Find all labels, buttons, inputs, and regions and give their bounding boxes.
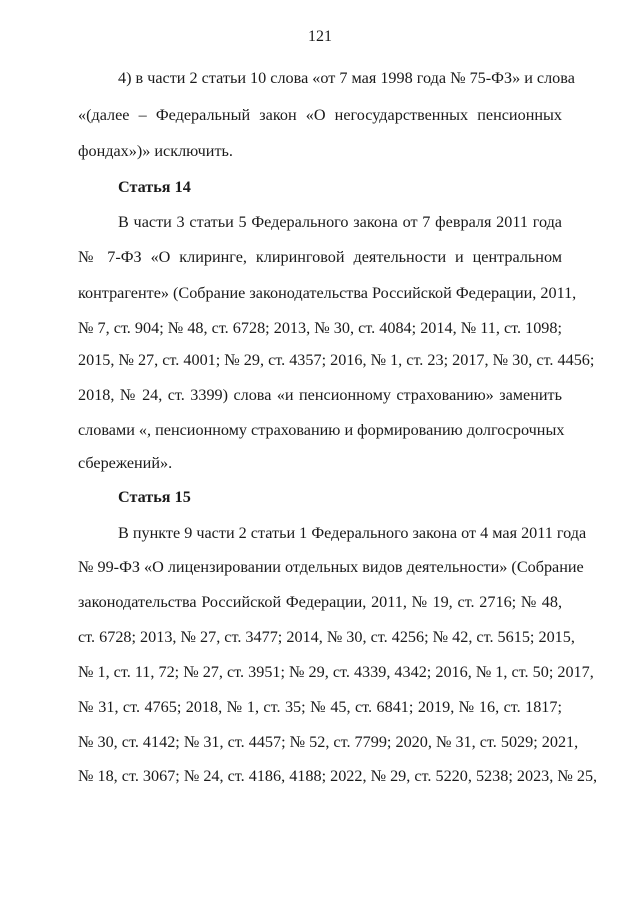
text-line: № 31, ст. 4765; 2018, № 1, ст. 35; № 45, ст. 6841; 2019, № 16, ст. 1817; (78, 698, 562, 716)
text-line: 2018, № 24, ст. 3399) слова «и пенсионному страхованию» заменить (78, 386, 562, 404)
page-number: 121 (308, 28, 332, 45)
text-line: № 99-ФЗ «О лицензировании отдельных видов деятельности» (Собрание (78, 558, 584, 576)
text-line: фондах»)» исключить. (78, 142, 233, 160)
text-line: № 7, ст. 904; № 48, ст. 6728; 2013, № 30, ст. 4084; 2014, № 11, ст. 1098; (78, 319, 562, 337)
text-line: В пункте 9 части 2 статьи 1 Федерального закона от 4 мая 2011 года (118, 524, 587, 542)
text-line: № 1, ст. 11, 72; № 27, ст. 3951; № 29, ст. 4339, 4342; 2016, № 1, ст. 50; 2017, (78, 663, 594, 681)
text-line: контрагенте» (Собрание законодательства Российской Федерации, 2011, (78, 284, 577, 302)
text-line: ст. 6728; 2013, № 27, ст. 3477; 2014, № 30, ст. 4256; № 42, ст. 5615; 2015, (78, 628, 575, 646)
text-line: В части 3 статьи 5 Федерального закона от 7 февраля 2011 года (118, 213, 562, 231)
text-line: № 7-ФЗ «О клиринге, клиринговой деятельности и центральном (78, 248, 562, 266)
text-line: № 18, ст. 3067; № 24, ст. 4186, 4188; 2022, № 29, ст. 5220, 5238; 2023, № 25, (78, 767, 598, 785)
text-line: 2015, № 27, ст. 4001; № 29, ст. 4357; 2016, № 1, ст. 23; 2017, № 30, ст. 4456; (78, 351, 595, 369)
text-line: законодательства Российской Федерации, 2011, № 19, ст. 2716; № 48, (78, 593, 562, 611)
text-line: 4) в части 2 статьи 10 слова «от 7 мая 1998 года № 75-ФЗ» и слова (118, 69, 575, 87)
article-heading: Статья 14 (118, 178, 191, 196)
text-line: «(далее – Федеральный закон «О негосударственных пенсионных (78, 106, 562, 124)
text-line: словами «, пенсионному страхованию и формированию долгосрочных (78, 421, 565, 439)
text-line: сбережений». (78, 454, 173, 472)
text-line: № 30, ст. 4142; № 31, ст. 4457; № 52, ст. 7799; 2020, № 31, ст. 5029; 2021, (78, 733, 579, 751)
article-heading: Статья 15 (118, 488, 191, 506)
